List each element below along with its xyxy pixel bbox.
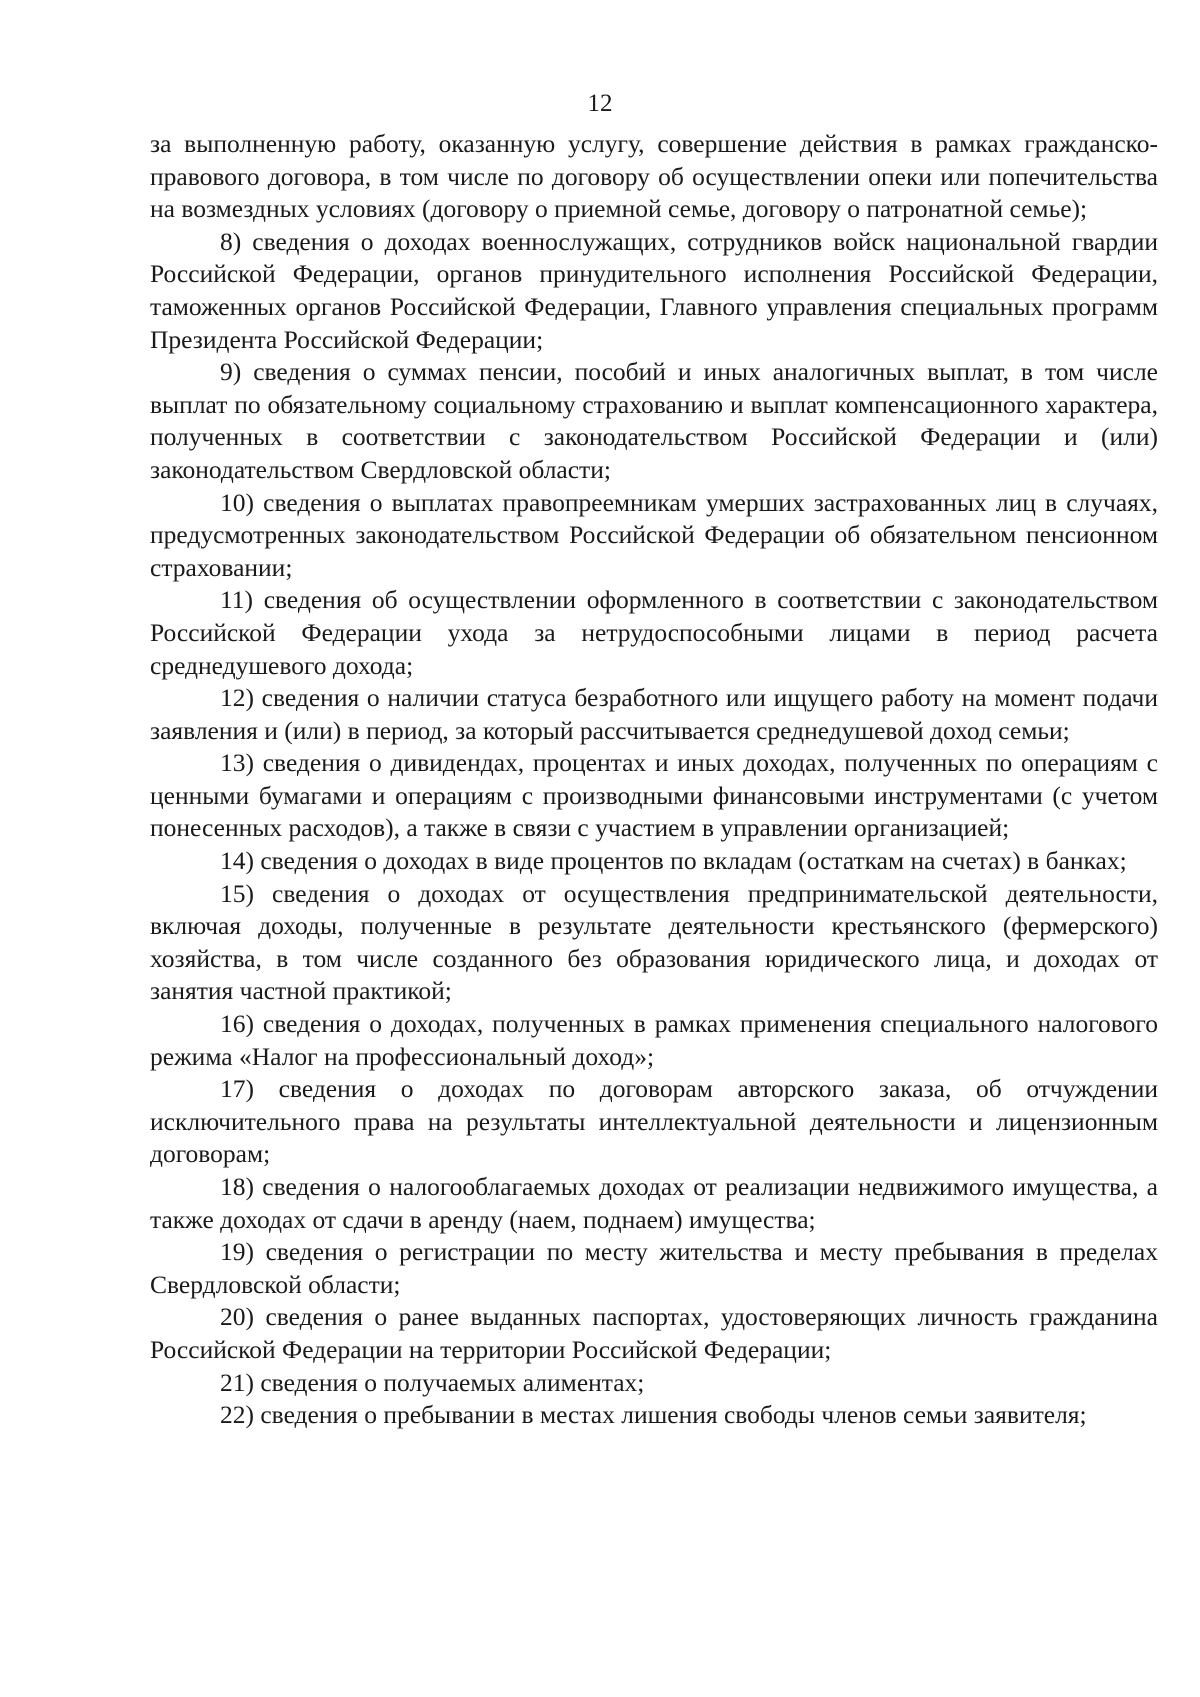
paragraph-continuation: за выполненную работу, оказанную услугу, совершение действия в рамках гражданско-правового договора, в том числе по договору об осуществлении опеки или попечительства на возмездных условиях (договору о приемной семье, договору о патронатной семье); [150, 129, 1158, 224]
list-item-10: 10) сведения о выплатах правопреемникам умерших застрахованных лиц в случаях, предусмотренных законодательством Российской Федерации об обязательном пенсионном страховании; [150, 487, 1158, 582]
list-item-12: 12) сведения о наличии статуса безработного или ищущего работу на момент подачи заявления и (или) в период, за который рассчитывается среднедушевой доход семьи; [150, 683, 1158, 745]
list-item-17: 17) сведения о доходах по договорам авторского заказа, об отчуждении исключительного права на результаты интеллектуальной деятельности и лицензионным договорам; [150, 1074, 1158, 1169]
list-item-20: 20) сведения о ранее выданных паспортах, удостоверяющих личность гражданина Российской Федерации на территории Российской Федерации; [150, 1302, 1158, 1364]
list-item-13: 13) сведения о дивидендах, процентах и иных доходах, полученных по операциям с ценными бумагами и операциям с производными финансовыми инструментами (с учетом понесенных расходов), а также в связи с участием в управлении организацией; [150, 748, 1158, 843]
list-item-18: 18) сведения о налогооблагаемых доходах от реализации недвижимого имущества, а также доходах от сдачи в аренду (наем, поднаем) имущества; [150, 1172, 1158, 1234]
list-item-8: 8) сведения о доходах военнослужащих, сотрудников войск национальной гвардии Российской Федерации, органов принудительного исполнения Российской Федерации, таможенных органов Российской Федерации, Главного управления специальных программ Президента Российской Федерации; [150, 226, 1158, 354]
list-item-22: 22) сведения о пребывании в местах лишения свободы членов семьи заявителя; [220, 1400, 1087, 1430]
page-number: 12 [587, 90, 613, 117]
list-item-15: 15) сведения о доходах от осуществления предпринимательской деятельности, включая доходы, полученные в результате деятельности крестьянского (фермерского) хозяйства, в том числе созданного без образования юридического лица, и доходах от занятия частной практикой; [150, 878, 1158, 1006]
list-item-16: 16) сведения о доходах, полученных в рамках применения специального налогового режима «Налог на профессиональный доход»; [150, 1009, 1158, 1071]
list-item-11: 11) сведения об осуществлении оформленного в соответствии с законодательством Российской Федерации ухода за нетрудоспособными лицами в период расчета среднедушевого дохода; [150, 585, 1158, 680]
list-item-14: 14) сведения о доходах в виде процентов по вкладам (остаткам на счетах) в банках; [220, 846, 1127, 876]
list-item-21: 21) сведения о получаемых алиментах; [220, 1367, 645, 1397]
list-item-9: 9) сведения о суммах пенсии, пособий и иных аналогичных выплат, в том числе выплат по обязательному социальному страхованию и выплат компенсационного характера, полученных в соответствии с законодательством Российской Федерации и (или) законодательством Свердловской области; [150, 357, 1158, 484]
document-body [150, 128, 1158, 1432]
list-item-19: 19) сведения о регистрации по месту жительства и месту пребывания в пределах Свердловской области; [150, 1237, 1158, 1299]
